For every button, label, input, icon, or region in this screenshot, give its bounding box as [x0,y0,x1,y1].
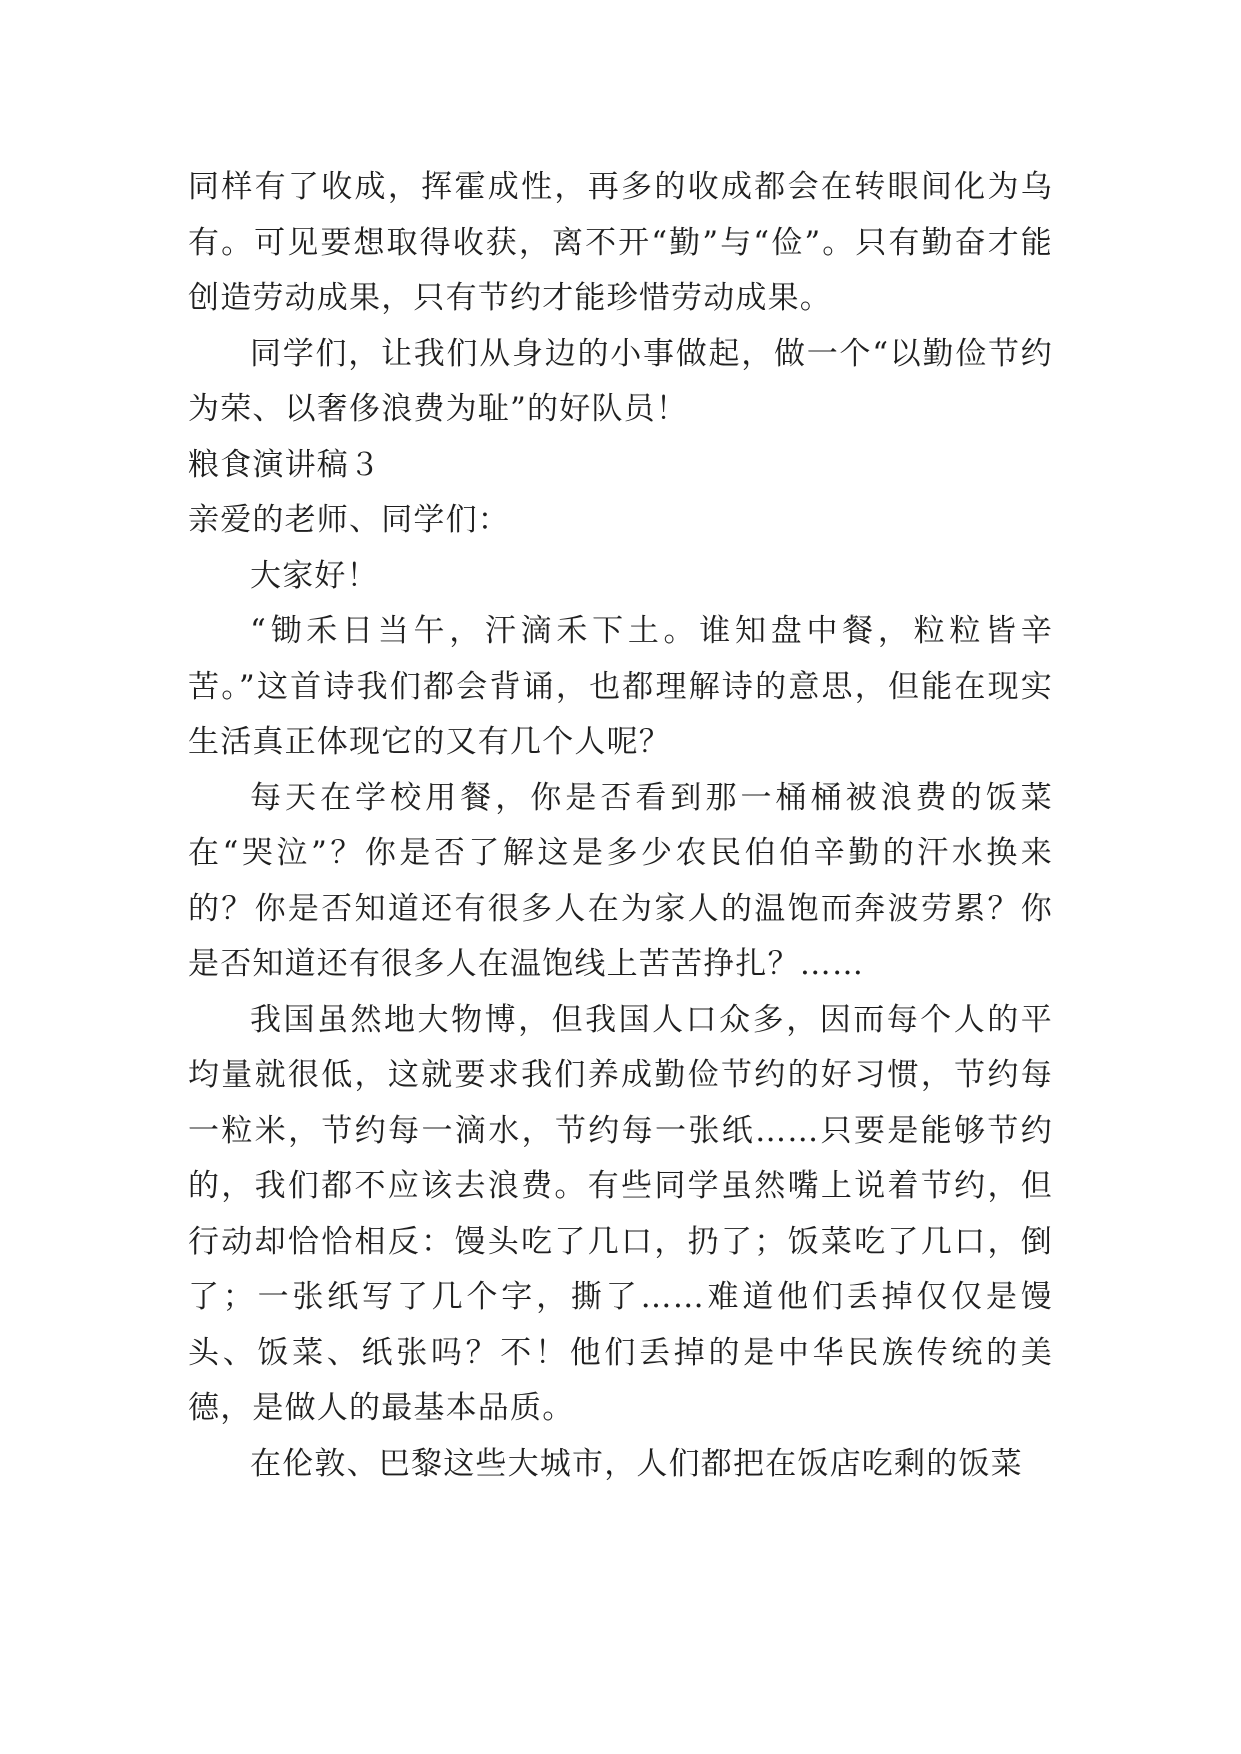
paragraph-frugality: 我国虽然地大物博，但我国人口众多，因而每个人的平均量就很低，这就要求我们养成勤俭节约的好习惯，节约每一粒米，节约每一滴水，节约每一张纸……只要是能够节约的，我们都不应该去浪费。有些同学虽然嘴上说着节约，但行动却恰恰相反：馒头吃了几口，扔了；饭菜吃了几口，倒了；一张纸写了几个字，撕了……难道他们丢掉仅仅是馒头、饭菜、纸张吗？不！他们丢掉的是中华民族传统的美德，是做人的最基本品质。 [188,1001,1053,1426]
salutation: 亲爱的老师、同学们： [188,502,510,538]
paragraph-questions: 每天在学校用餐，你是否看到那一桶桶被浪费的饭菜在“哭泣”？你是否了解这是多少农民伯伯辛勤的汗水换来的？你是否知道还有很多人在为家人的温饱而奔波劳累？你是否知道还有很多人在温饱线上苦苦挣扎？…… [188,779,1053,982]
paragraph-poem: “锄禾日当午，汗滴禾下土。谁知盘中餐，粒粒皆辛苦。”这首诗我们都会背诵，也都理解诗的意思，但能在现实生活真正体现它的又有几个人呢？ [188,613,1053,760]
greeting: 大家好！ [250,557,379,594]
paragraph-continuation: 同样有了收成，挥霍成性，再多的收成都会在转眼间化为乌有。可见要想取得收获，离不开“勤”与“俭”。只有勤奋才能创造劳动成果，只有节约才能珍惜劳动成果。 [188,169,1053,316]
paragraph-cities: 在伦敦、巴黎这些大城市，人们都把在饭店吃剩的饭菜 [250,1445,1023,1482]
paragraph-call-to-action: 同学们，让我们从身边的小事做起，做一个“以勤俭节约为荣、以奢侈浪费为耻”的好队员！ [188,335,1053,427]
speech-title: 粮食演讲稿３ [188,446,382,483]
document-body [188,160,1053,1492]
